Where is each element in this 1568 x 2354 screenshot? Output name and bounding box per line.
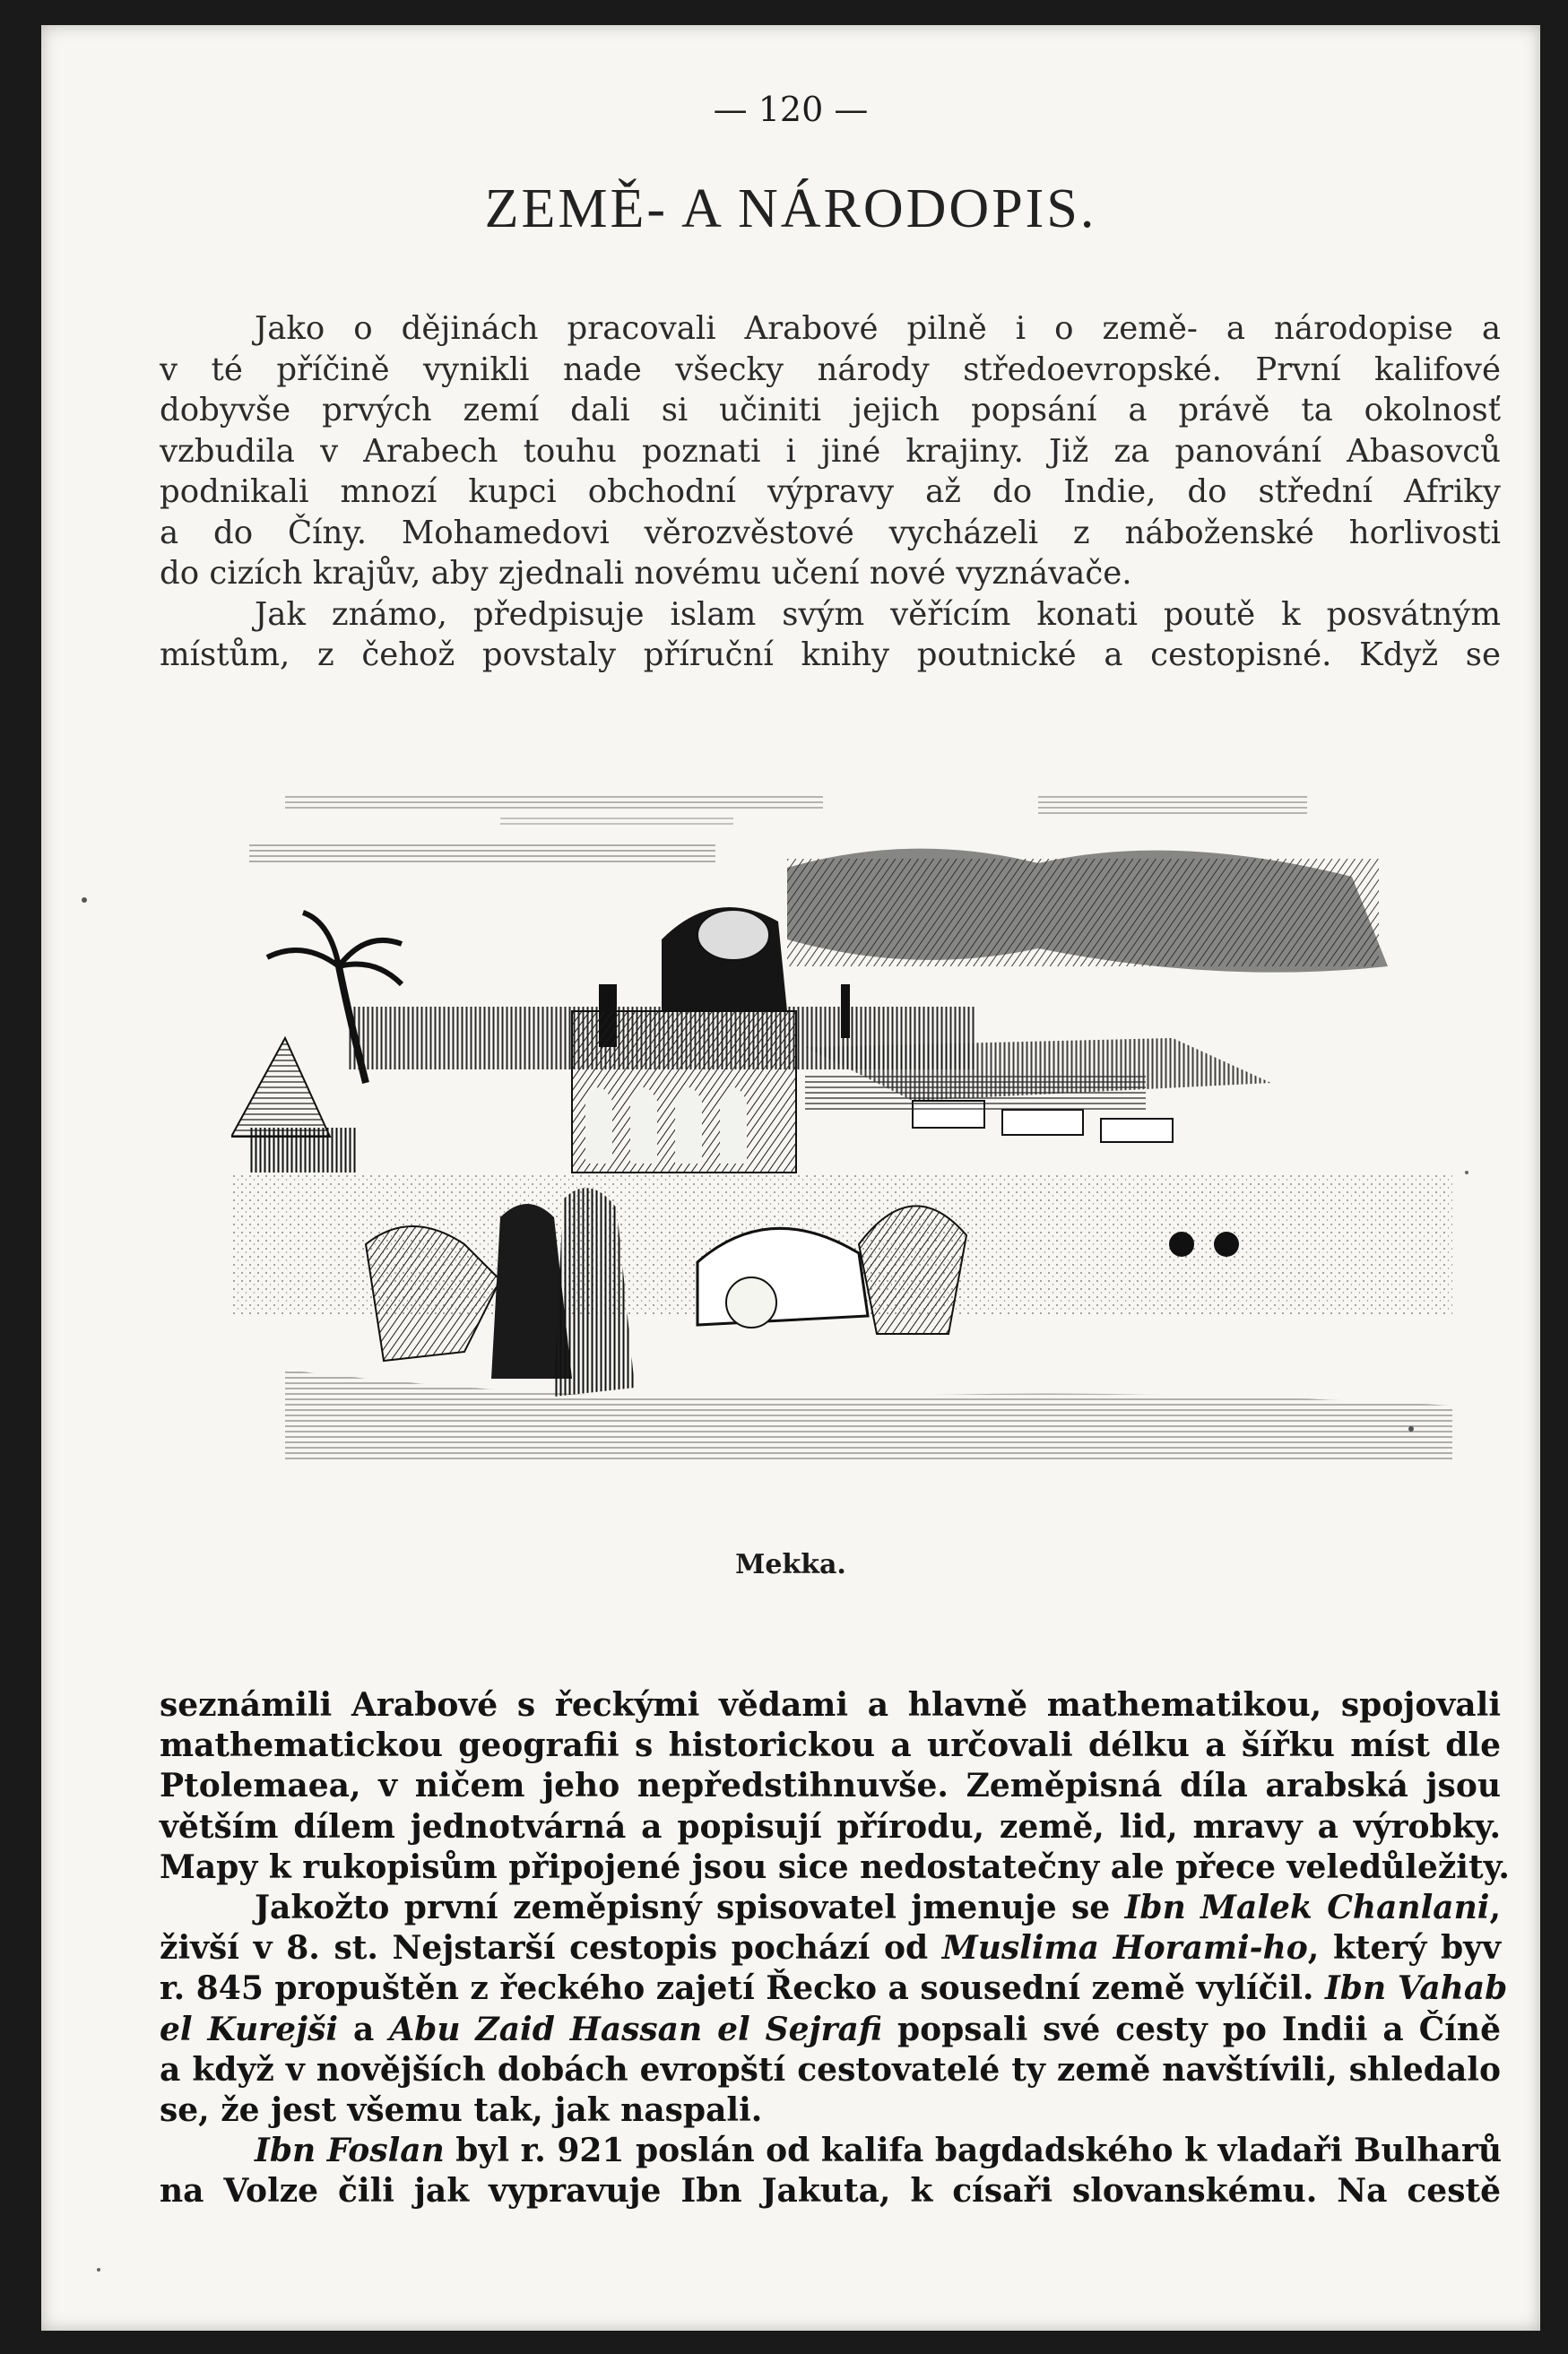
author-name: el Kurejši [160, 2010, 339, 2048]
illustration-caption: Mekka. [735, 1549, 846, 1580]
text-line: v té příčině vynikli nade všecky národy středoevropské. První kalifové [160, 351, 1501, 388]
text-line [160, 1888, 1501, 1928]
text-line: Jako o dějinách pracovali Arabové pilně i o země- a národopise a [255, 310, 1501, 347]
text-line [160, 1928, 1501, 1969]
intro-paragraphs [160, 308, 1501, 676]
text-line: místům, z čehož povstaly příruční knihy poutnické a cestopisné. Když se [160, 636, 1501, 673]
tent [231, 1038, 357, 1173]
continued-paragraphs [160, 1685, 1510, 2212]
sky-clouds [249, 796, 1388, 973]
text-line: Jak známo, předpisuje islam svým věřícím konati poutě k posvátným [255, 595, 1501, 633]
text-line: se, že jest všemu tak, jak naspali. [160, 2091, 763, 2130]
foreground-ground [285, 1370, 1452, 1459]
text-line [160, 2131, 1501, 2171]
author-name: Ibn Foslan [255, 2132, 445, 2170]
court-walls [805, 1038, 1271, 1142]
text-run: živší v 8. st. Nejstarší cestopis pochází od [160, 1929, 942, 1968]
text-run: popsali své cesty po Indii a Číně [882, 2010, 1501, 2048]
author-name: Ibn Vahab [1324, 1969, 1508, 2008]
text-run: , [1489, 1889, 1501, 1927]
text-line: dobyvše prvých zemí dali si učiniti jejich popsání a právě ta okolnosť [160, 392, 1501, 428]
text-line: seznámili Arabové s řeckými vědami a hlavně mathematikou, spojovali [160, 1686, 1501, 1724]
text-line: Ptolemaea, v ničem jeho nepředstihnuvše. Zeměpisná díla arabská jsou [160, 1767, 1501, 1805]
text-run: , který byv [1307, 1929, 1502, 1968]
text-line: do cizích krajův, aby zjednali novému učení nové vyznávače. [160, 555, 1132, 592]
text-run: Jakožto první zeměpisný spisovatel jmenuje se [255, 1889, 1125, 1927]
book-page [41, 25, 1540, 2331]
text-line: mathematickou geografii s historickou a určovali délku a šířku míst dle [160, 1727, 1501, 1765]
author-name: Muslima Horami-ho [941, 1929, 1308, 1968]
author-name: Abu Zaid Hassan el Sejrafi [389, 2010, 883, 2048]
text-line: vzbudila v Arabech touhu poznati i jiné krajiny. Již za panování Abasovců [160, 432, 1501, 470]
text-line: větším dílem jednotvárná a popisují přírodu, země, lid, mravy a výrobky. [160, 1807, 1501, 1846]
text-line: Mapy k rukopisům připojené jsou sice nedostatečny ale přece veledůležity. [160, 1848, 1510, 1886]
text-line [160, 2010, 1501, 2050]
text-line [160, 1969, 1508, 2009]
text-line: na Volze čili jak vypravuje Ibn Jakuta, k císaři slovanskému. Na cestě [160, 2172, 1501, 2211]
text-line: a do Číny. Mohamedovi věrozvěstové vycházeli z náboženské horlivosti [160, 514, 1501, 551]
mekka-engraving [231, 778, 1452, 1477]
author-name: Ibn Malek Chanlani [1124, 1889, 1490, 1927]
text-run: byl r. 921 poslán od kalifa bagdadského k vladaři Bulharů [444, 2132, 1503, 2170]
text-run: a [338, 2010, 390, 2048]
text-run: r. 845 propuštěn z řeckého zajetí Řecko a sousední země vylíčil. [160, 1969, 1325, 2008]
page-number: — 120 — [713, 90, 869, 129]
mosque [572, 1011, 796, 1173]
chapter-title: ZEMĚ- A NÁRODOPIS. [484, 178, 1097, 239]
text-line: podnikali mnozí kupci obchodní výpravy až do Indie, do střední Afriky [160, 473, 1501, 510]
text-line: a když v novějších dobách evropští cestovatelé ty země navštívili, shledalo [160, 2050, 1501, 2089]
